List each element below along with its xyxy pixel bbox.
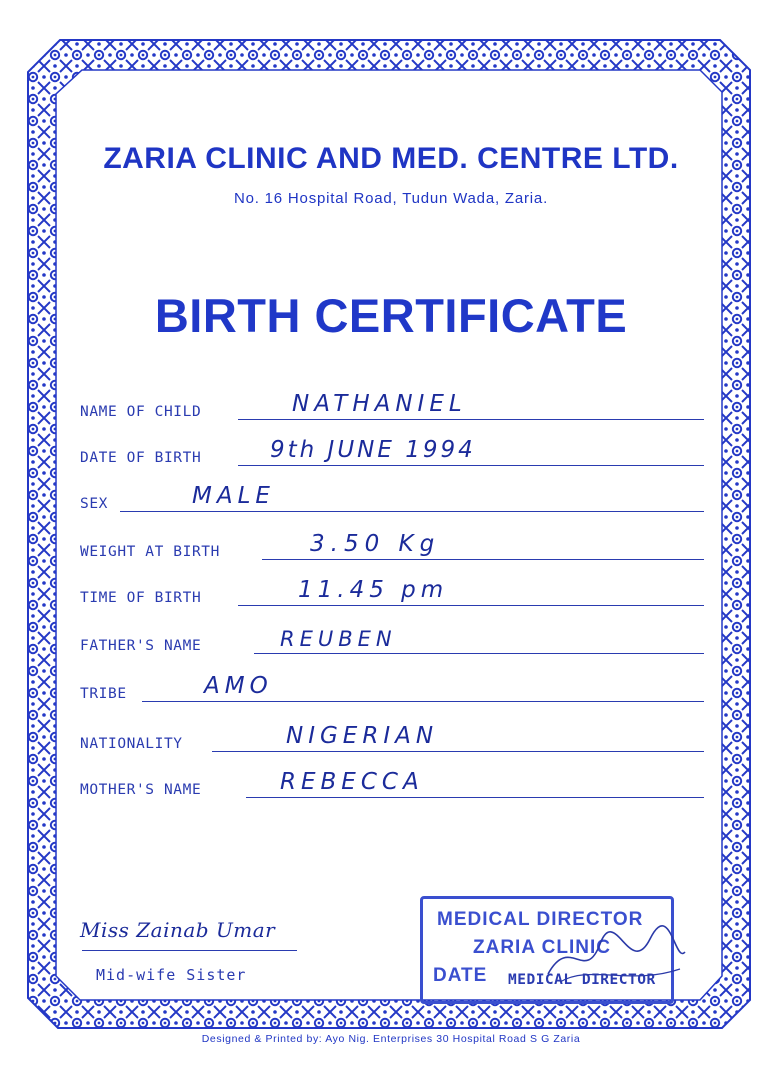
- field-underline: [238, 465, 704, 466]
- field-underline: [142, 701, 704, 702]
- field-value: NIGERIAN: [286, 723, 439, 749]
- field-sex: [80, 478, 704, 518]
- clinic-name: ZARIA CLINIC AND MED. CENTRE LTD.: [103, 142, 679, 175]
- midwife-signature: Miss Zainab Umar: [80, 918, 276, 942]
- certificate-title: BIRTH CERTIFICATE: [154, 289, 628, 342]
- field-label: NAME OF CHILD: [80, 404, 202, 420]
- field-weight-at-birth: [80, 526, 704, 566]
- field-underline: [238, 419, 704, 420]
- field-date-of-birth: [80, 432, 704, 472]
- field-underline: [120, 511, 704, 512]
- stamp-line: MEDICAL DIRECTOR: [437, 909, 644, 930]
- field-label: FATHER'S NAME: [80, 638, 202, 654]
- field-underline: [254, 653, 704, 654]
- field-value: AMO: [204, 673, 273, 699]
- field-value: MALE: [192, 483, 275, 509]
- printer-footer: Designed & Printed by: Ayo Nig. Enterprises 30 Hospital Road S G Zaria: [201, 1033, 581, 1045]
- field-label: NATIONALITY: [80, 736, 183, 752]
- field-value: REUBEN: [280, 627, 397, 651]
- field-value: NATHANIEL: [292, 391, 467, 417]
- director-caption: MEDICAL DIRECTOR: [508, 972, 656, 988]
- field-nationality: [80, 718, 704, 758]
- midwife-title: Mid-wife Sister: [96, 966, 247, 984]
- stamp-line: DATE: [433, 965, 488, 986]
- field-value: 3.50 Kg: [310, 531, 441, 557]
- field-fathers-name: [80, 620, 704, 660]
- field-time-of-birth: [80, 572, 704, 612]
- signature-line: [82, 950, 297, 951]
- field-underline: [212, 751, 704, 752]
- field-label: TIME OF BIRTH: [80, 590, 202, 606]
- stamp-line: ZARIA CLINIC: [473, 937, 611, 958]
- field-value: 9th JUNE 1994: [270, 437, 476, 463]
- field-tribe: [80, 668, 704, 708]
- field-mothers-name: [80, 764, 704, 804]
- field-underline: [262, 559, 704, 560]
- field-name-of-child: [80, 386, 704, 426]
- director-signature-scribble: [540, 924, 690, 994]
- field-label: MOTHER'S NAME: [80, 782, 202, 798]
- field-underline: [238, 605, 704, 606]
- field-label: TRIBE: [80, 686, 127, 702]
- field-label: SEX: [80, 496, 108, 512]
- field-value: 11.45 pm: [298, 577, 449, 603]
- field-label: DATE OF BIRTH: [80, 450, 202, 466]
- field-label: WEIGHT AT BIRTH: [80, 544, 220, 560]
- clinic-address: No. 16 Hospital Road, Tudun Wada, Zaria.: [233, 190, 549, 207]
- field-value: REBECCA: [280, 769, 424, 795]
- field-underline: [246, 797, 704, 798]
